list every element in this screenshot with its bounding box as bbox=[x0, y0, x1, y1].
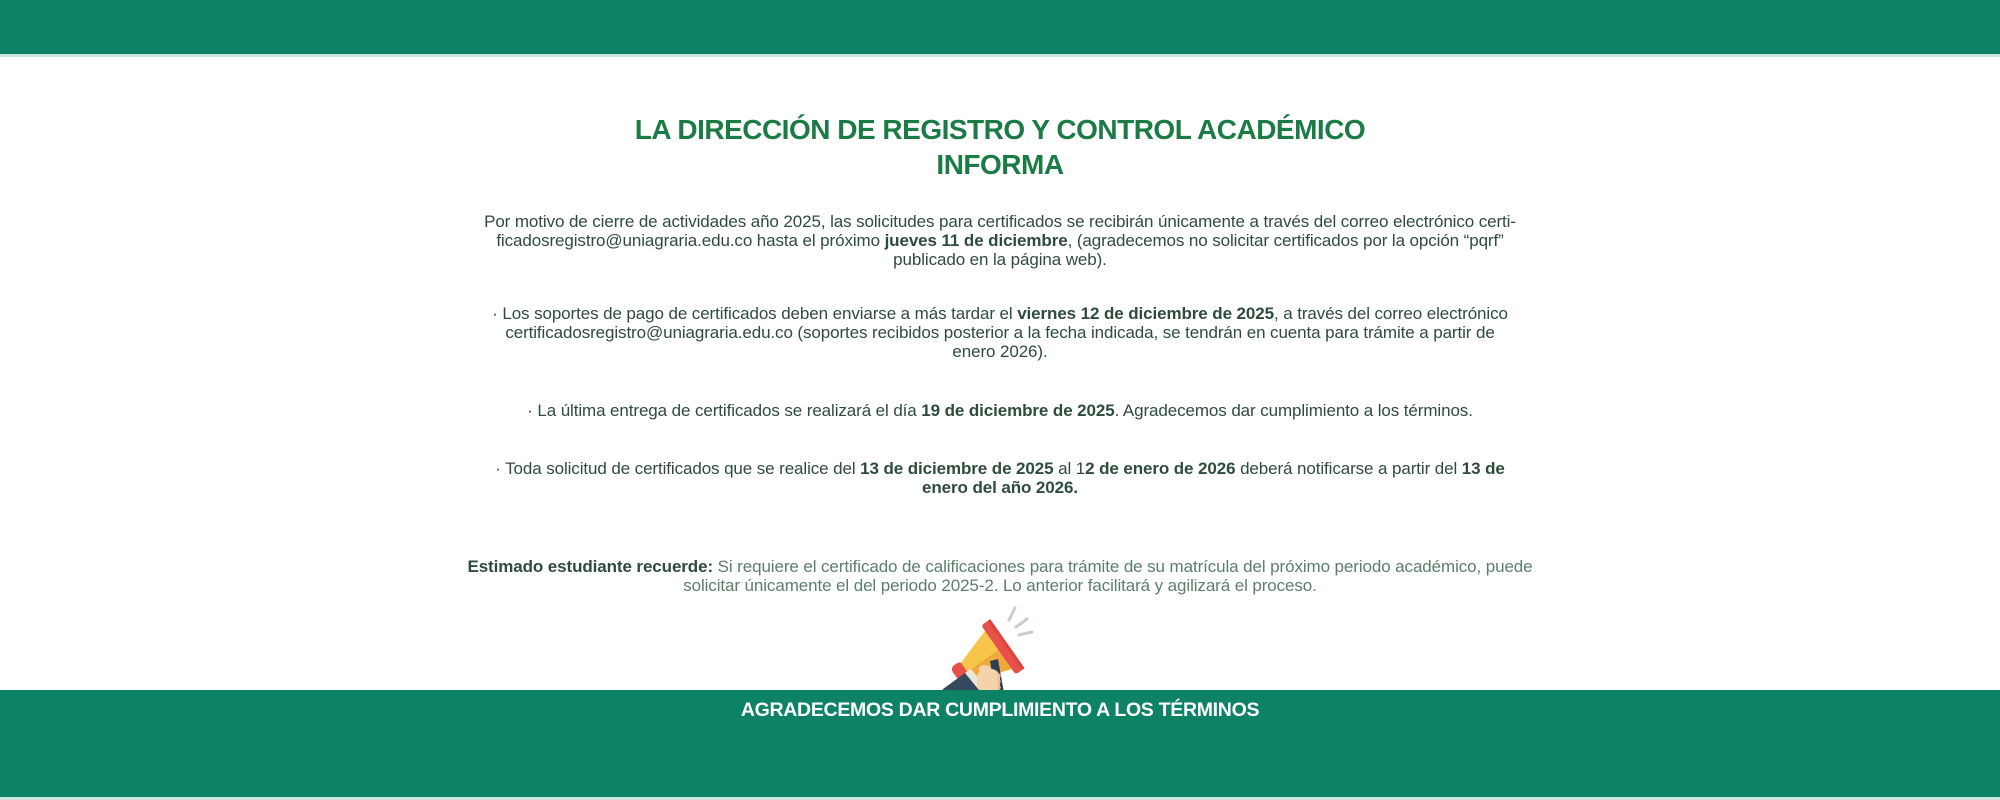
sound-lines-icon bbox=[1009, 608, 1032, 635]
page-title bbox=[0, 112, 2000, 182]
page-title-line2: INFORMA bbox=[936, 149, 1064, 180]
text-line: Por motivo de cierre de actividades año 2025, las solicitudes para certificados se recibirán únicamente a través del correo electrónico certi- bbox=[484, 212, 1516, 231]
text-line: certificadosregistro@uniagraria.edu.co (soportes recibidos posterior a la fecha indicada, se tendrán en cuenta para trámite a partir de bbox=[505, 323, 1495, 342]
text-line: enero del año 2026. bbox=[922, 478, 1078, 497]
megaphone-icon bbox=[941, 603, 1045, 697]
text-line: ficadosregistro@uniagraria.edu.co hasta el próximo jueves 11 de diciembre, (agradecemos no solicitar certificados por la opción “pqrf” bbox=[496, 231, 1504, 250]
text-line: enero 2026). bbox=[952, 342, 1048, 361]
notice-paragraph-payment-supports bbox=[0, 304, 2000, 361]
notice-paragraph-student-reminder bbox=[0, 557, 2000, 595]
text-line: · Los soportes de pago de certificados deben enviarse a más tardar el viernes 12 de diciembre de 2025, a través del correo electrónico bbox=[492, 304, 1508, 323]
top-bar bbox=[0, 0, 2000, 57]
text-line: solicitar únicamente el del periodo 2025-2. Lo anterior facilitará y agilizará el proceso. bbox=[683, 576, 1317, 595]
notice-paragraph-last-delivery bbox=[0, 401, 2000, 420]
text-line: publicado en la página web). bbox=[893, 250, 1107, 269]
page-title-line1: LA DIRECCIÓN DE REGISTRO Y CONTROL ACADÉMICO bbox=[634, 114, 1366, 145]
text-line: · Toda solicitud de certificados que se realice del 13 de diciembre de 2025 al 12 de enero de 2026 deberá notificarse a partir del 13 de bbox=[495, 459, 1505, 478]
footer-bar bbox=[0, 690, 2000, 800]
notice-paragraph-deadline bbox=[0, 212, 2000, 269]
notice-paragraph-notification-period bbox=[0, 459, 2000, 497]
text-line: Estimado estudiante recuerde: Si requiere el certificado de calificaciones para trámite de su matrícula del próximo periodo académico, puede bbox=[467, 557, 1533, 576]
text-line: · La última entrega de certificados se realizará el día 19 de diciembre de 2025. Agradecemos dar cumplimiento a los términos. bbox=[527, 401, 1473, 420]
footer-text: AGRADECEMOS DAR CUMPLIMIENTO A LOS TÉRMINOS bbox=[740, 699, 1260, 721]
